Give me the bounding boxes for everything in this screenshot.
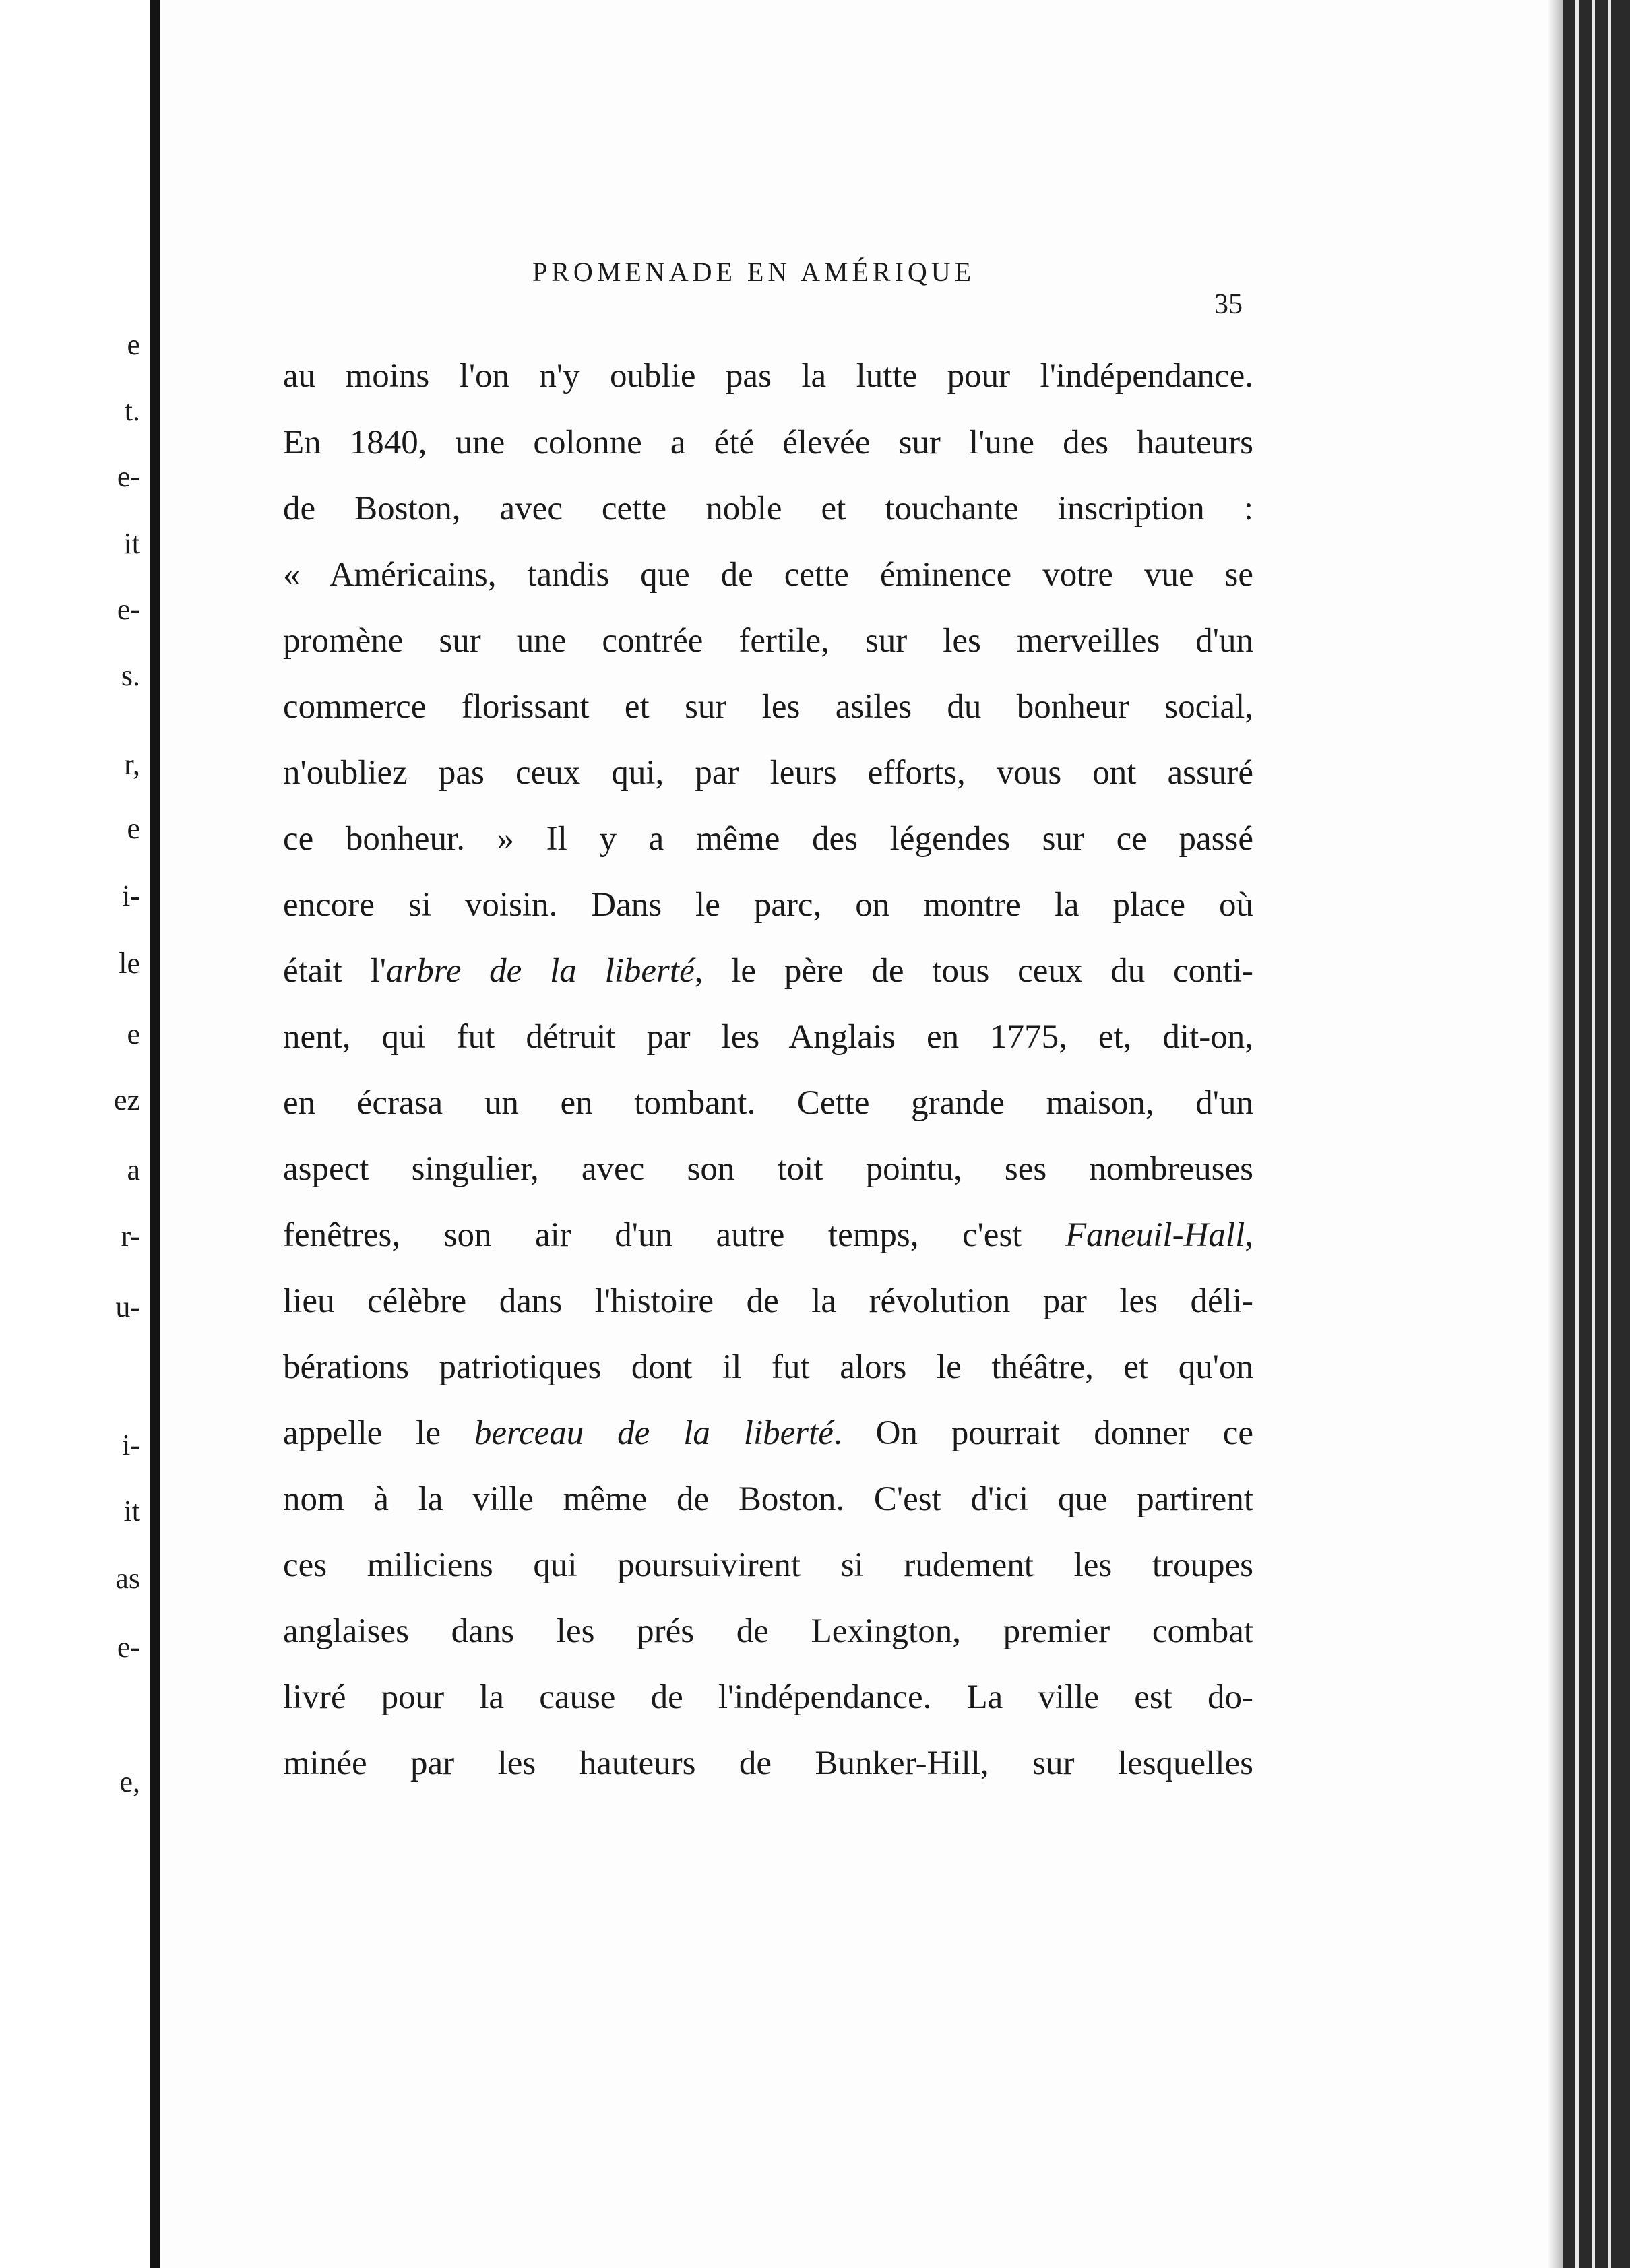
page-block-edge — [1563, 0, 1630, 2268]
facing-page-fragment: it — [123, 1494, 140, 1527]
text-line: de Boston, avec cette noble et touchante inscription : — [283, 490, 1253, 528]
facing-page-fragment: e- — [117, 460, 140, 493]
text-line: lieu célèbre dans l'histoire de la révolution par les déli- — [283, 1282, 1253, 1320]
text-line: anglaises dans les prés de Lexington, premier combat — [283, 1612, 1253, 1650]
text-line: fenêtres, son air d'un autre temps, c'est Faneuil-Hall, — [283, 1216, 1253, 1254]
text-line: ce bonheur. » Il y a même des légendes sur ce passé — [283, 820, 1253, 858]
page-edge-shadow — [1547, 0, 1563, 2268]
facing-page-fragment: e — [127, 812, 140, 845]
text-line: promène sur une contrée fertile, sur les merveilles d'un — [283, 622, 1253, 660]
page-edge-stripe — [1575, 0, 1579, 2268]
text-line: encore si voisin. Dans le parc, on montre la place où — [283, 886, 1253, 924]
italic-phrase: arbre de la liberté — [385, 952, 695, 990]
facing-page-fragment: e- — [117, 593, 140, 626]
facing-page-fragment: e, — [119, 1765, 140, 1798]
text-line: nent, qui fut détruit par les Anglais en 1775, et, dit-on, — [283, 1018, 1253, 1056]
text-line: commerce florissant et sur les asiles du bonheur social, — [283, 688, 1253, 726]
text-line: En 1840, une colonne a été élevée sur l'une des hauteurs — [283, 424, 1253, 462]
facing-page-fragment: s. — [121, 659, 140, 692]
text-line: aspect singulier, avec son toit pointu, ses nombreuses — [283, 1150, 1253, 1188]
facing-page-fragment: u- — [115, 1290, 140, 1323]
facing-page-fragment: i- — [122, 879, 140, 912]
facing-page-fragment: r, — [124, 748, 140, 781]
page-edge-stripe — [1608, 0, 1611, 2268]
text-line: ces miliciens qui poursuivirent si rudement les troupes — [283, 1546, 1253, 1584]
text-line: appelle le berceau de la liberté. On pourrait donner ce — [283, 1414, 1254, 1452]
facing-page-fragment: e- — [117, 1631, 140, 1664]
book-gutter — [150, 0, 160, 2268]
facing-page-fragment: le — [119, 947, 140, 980]
facing-page-fragment: it — [123, 527, 140, 560]
facing-page-fragment: r- — [121, 1220, 140, 1253]
facing-page-fragment: a — [127, 1154, 140, 1187]
running-head: PROMENADE EN AMÉRIQUE — [532, 257, 976, 287]
facing-page-fragment: t. — [124, 394, 140, 427]
text-line: livré pour la cause de l'indépendance. La ville est do- — [283, 1678, 1253, 1716]
facing-page-fragment: e — [127, 328, 140, 361]
text-line: n'oubliez pas ceux qui, par leurs efforts, vous ont assuré — [283, 754, 1253, 792]
text-line: au moins l'on n'y oublie pas la lutte pour l'indépendance. — [283, 357, 1253, 395]
page-edge-stripe — [1592, 0, 1595, 2268]
text-line: était l'arbre de la liberté, le père de tous ceux du conti- — [283, 952, 1254, 990]
facing-page-fragment: as — [115, 1562, 140, 1595]
text-line: bérations patriotiques dont il fut alors le théâtre, et qu'on — [283, 1348, 1253, 1386]
facing-page-fragment: e — [127, 1017, 140, 1050]
facing-page-fragment: ez — [113, 1083, 140, 1116]
text-line: nom à la ville même de Boston. C'est d'ici que partirent — [283, 1480, 1253, 1518]
text-line: minée par les hauteurs de Bunker-Hill, sur lesquelles — [283, 1744, 1253, 1782]
italic-phrase: berceau de la liberté — [474, 1414, 834, 1452]
text-line: « Américains, tandis que de cette éminence votre vue se — [283, 556, 1253, 594]
italic-phrase: Faneuil-Hall — [1065, 1216, 1245, 1254]
facing-page-fragment: i- — [122, 1428, 140, 1461]
page-number: 35 — [1214, 289, 1243, 320]
text-line: en écrasa un en tombant. Cette grande maison, d'un — [283, 1084, 1253, 1122]
